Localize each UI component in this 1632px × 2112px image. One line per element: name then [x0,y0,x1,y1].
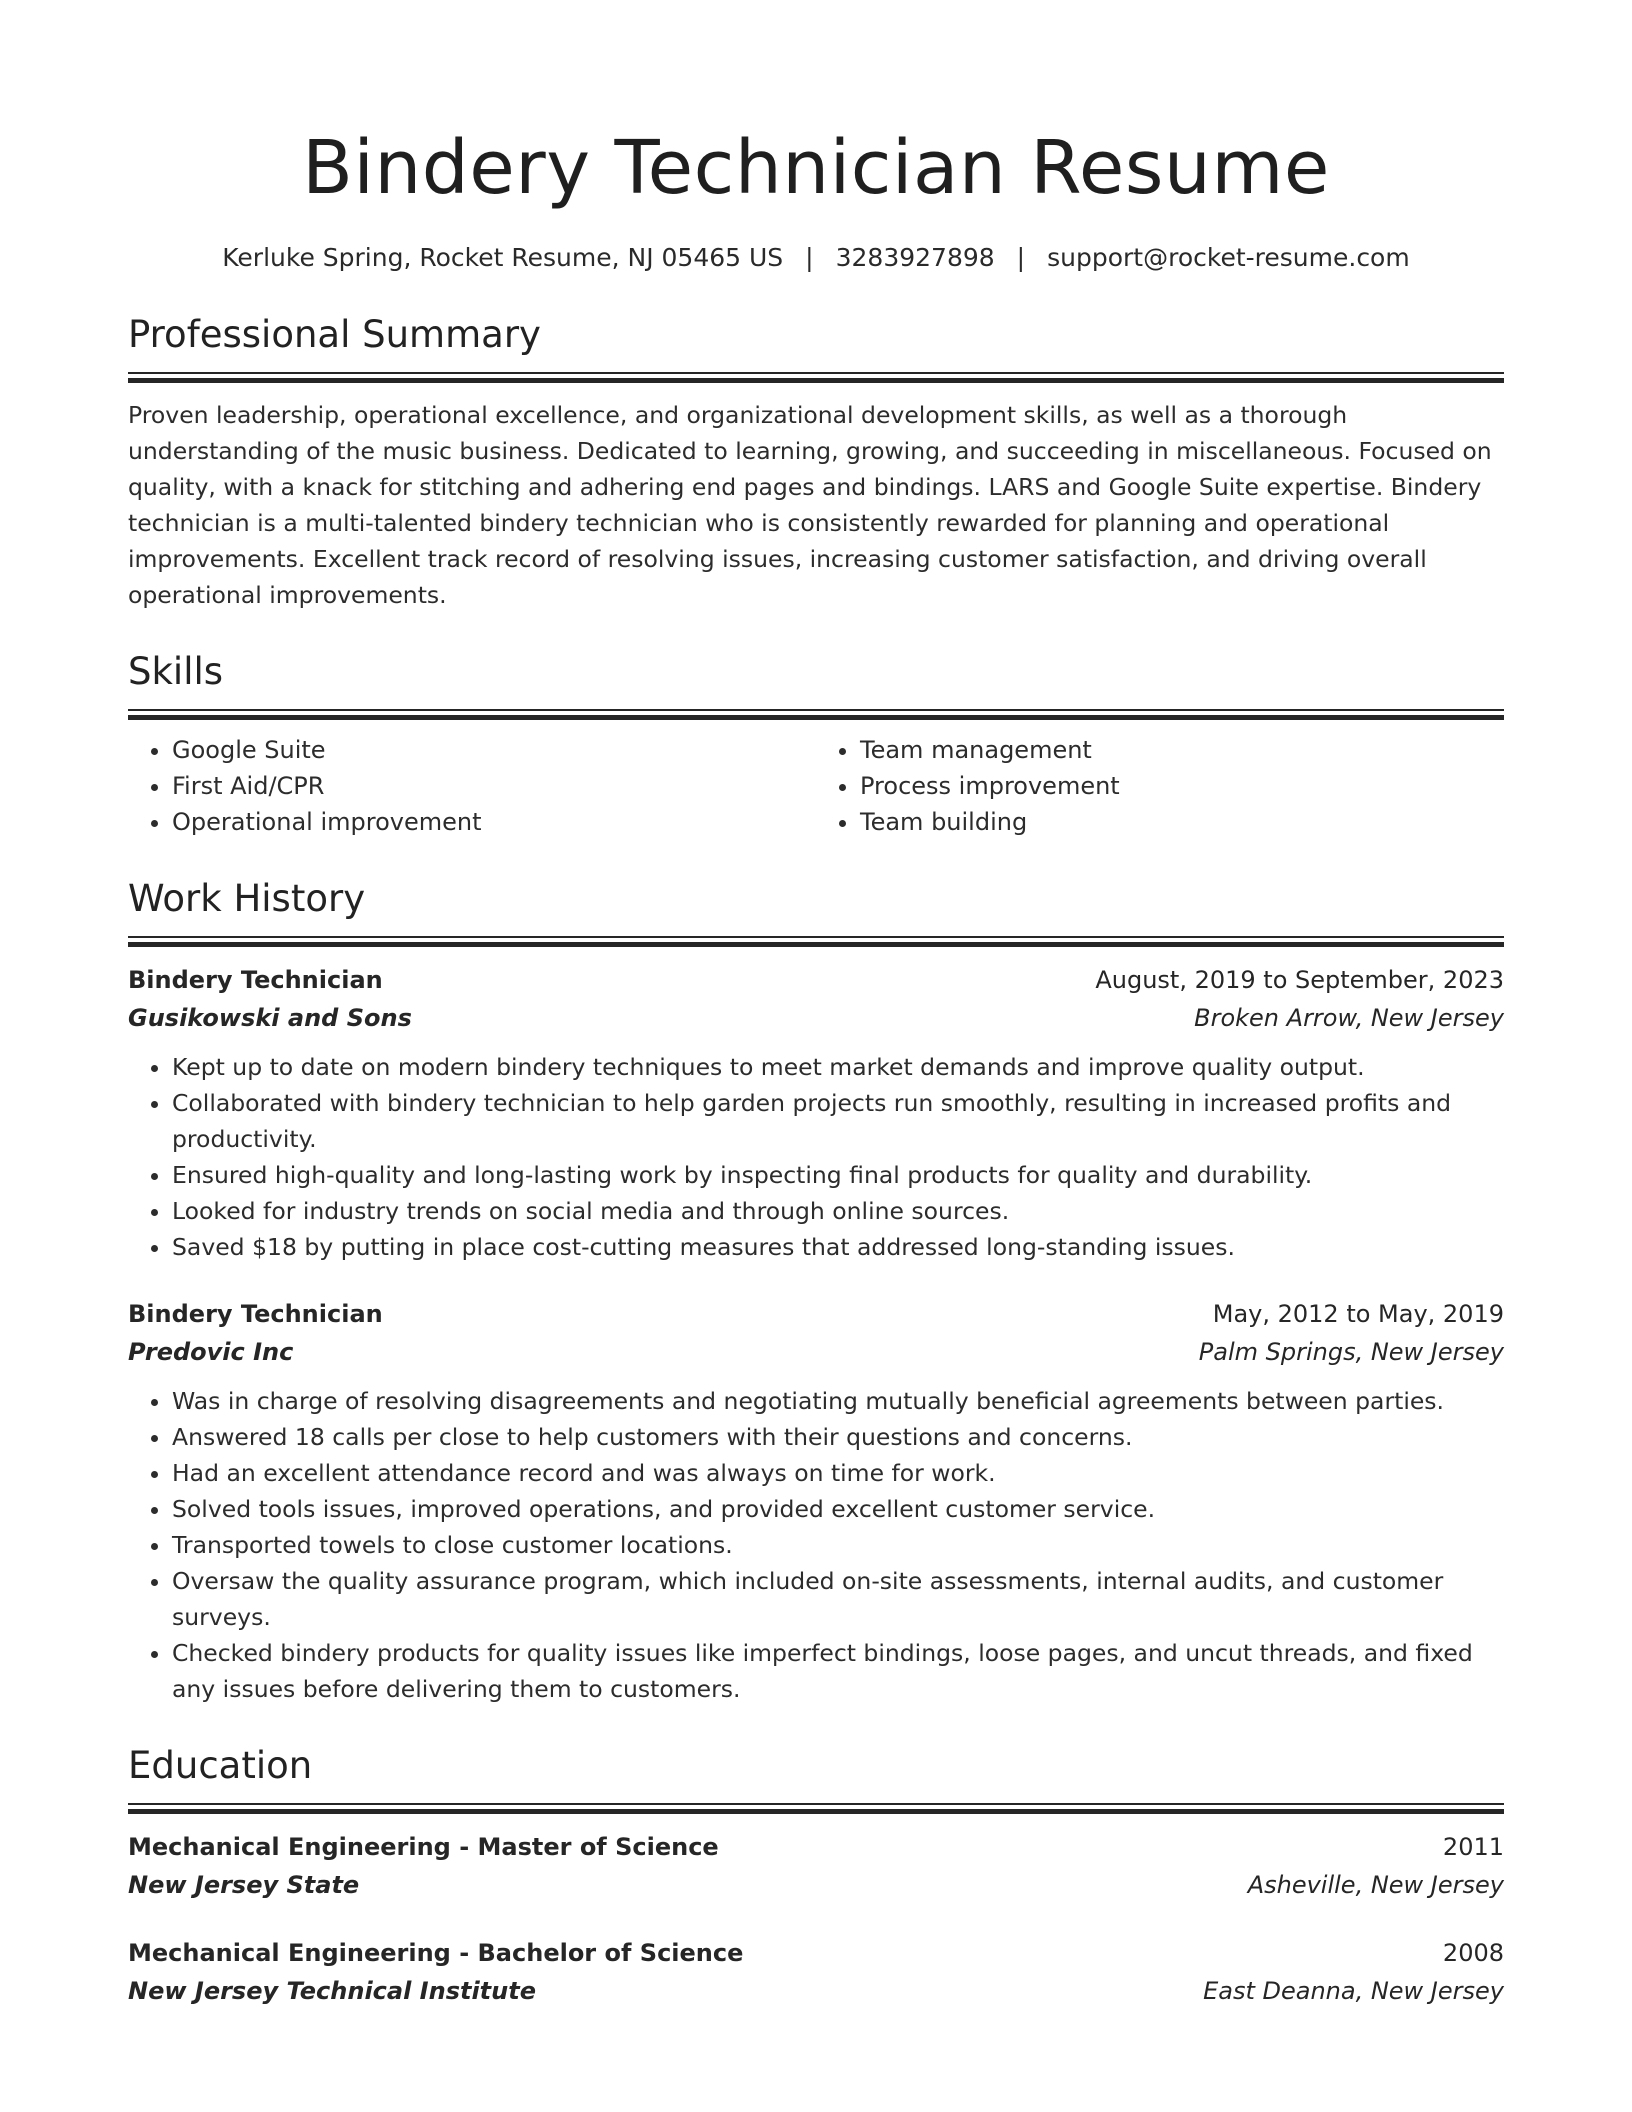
education-section [128,1741,1504,2010]
contact-separator: | [1016,243,1026,272]
contact-email: support@rocket-resume.com [1047,243,1410,272]
skills-heading: Skills [128,650,224,693]
section-divider [128,372,1504,383]
summary-text: Proven leadership, operational excellence, and organizational development skills, as well as a thorough understanding of the music business. Dedicated to learning, growing, and succeeding in miscellaneous. Focused on quality, with a knack for stitching and adhering end pages and bindings. LARS and Google Suite expertise. Bindery technician is a multi-talented bindery technician who is consistently rewarded for planning and operational improvements. Excellent track record of resolving issues, increasing customer satisfaction, and driving overall operational improvements. [128,401,1492,609]
education-degree: Mechanical Engineering - Bachelor of Science [128,1939,744,1967]
skill-item: • Google Suite [172,732,816,768]
job-bullet: • Solved tools issues, improved operations, and provided excellent customer service. [172,1491,1504,1527]
section-divider [128,1803,1504,1814]
job-company: Predovic Inc [128,1338,294,1366]
summary-heading: Professional Summary [128,313,541,356]
job-dates: May, 2012 to May, 2019 [1212,1300,1504,1328]
education-year: 2011 [1442,1833,1504,1861]
work-heading: Work History [128,877,366,920]
job-bullet: • Oversaw the quality assurance program, which included on-site assessments, internal audits, and customer surveys. [172,1563,1504,1635]
summary-section [128,310,1504,613]
job-company: Gusikowski and Sons [128,1004,412,1032]
education-entry [128,1828,1504,1904]
education-degree: Mechanical Engineering - Master of Science [128,1833,719,1861]
contact-separator: | [805,243,814,272]
job-bullet: • Transported towels to close customer locations. [172,1527,1504,1563]
education-location: East Deanna, New Jersey [1203,1977,1504,2005]
job-bullet: • Checked bindery products for quality issues like imperfect bindings, loose pages, and uncut threads, and fixed any issues before delivering them to customers. [172,1635,1504,1707]
contact-line [128,240,1504,276]
skills-section [128,647,1504,840]
job-dates: August, 2019 to September, 2023 [1095,966,1504,994]
job-bullet: • Was in charge of resolving disagreements and negotiating mutually beneficial agreements between parties. [172,1383,1504,1419]
job-role: Bindery Technician [128,966,383,994]
job-bullet: • Kept up to date on modern bindery techniques to meet market demands and improve quality output. [172,1049,1504,1085]
job-bullet: • Answered 18 calls per close to help customers with their questions and concerns. [172,1419,1504,1455]
skills-column-left [128,732,816,840]
job-bullets [128,1383,1504,1707]
resume-title: Bindery Technician Resume [302,125,1330,211]
job-location: Palm Springs, New Jersey [1198,1338,1504,1366]
job-role: Bindery Technician [128,1300,383,1328]
job-bullet: • Ensured high-quality and long-lasting work by inspecting final products for quality and durability. [172,1157,1504,1193]
job-bullets [128,1049,1504,1265]
work-section [128,874,1504,1707]
skill-item: • Team management [860,732,1504,768]
section-divider [128,936,1504,947]
skill-item: • Team building [860,804,1504,840]
job-location: Broken Arrow, New Jersey [1194,1004,1504,1032]
contact-address: Kerluke Spring, Rocket Resume, NJ 05465 US [222,243,784,272]
job-bullet: • Collaborated with bindery technician to help garden projects run smoothly, resulting in increased profits and productivity. [172,1085,1504,1157]
job-bullet: • Had an excellent attendance record and was always on time for work. [172,1455,1504,1491]
education-entry [128,1934,1504,2010]
education-heading: Education [128,1744,313,1787]
skills-list [128,732,1504,840]
skill-item: • Operational improvement [172,804,816,840]
contact-phone: 3283927898 [835,243,995,272]
job-entry [128,1295,1504,1707]
skills-column-right [816,732,1504,840]
skill-item: • First Aid/CPR [172,768,816,804]
education-year: 2008 [1442,1939,1504,1967]
education-location: Asheville, New Jersey [1247,1871,1504,1899]
job-entry [128,961,1504,1265]
skill-item: • Process improvement [860,768,1504,804]
job-bullet: • Looked for industry trends on social media and through online sources. [172,1193,1504,1229]
education-school: New Jersey Technical Institute [128,1977,536,2005]
job-bullet: • Saved $18 by putting in place cost-cutting measures that addressed long-standing issues. [172,1229,1504,1265]
education-school: New Jersey State [128,1871,360,1899]
section-divider [128,709,1504,720]
